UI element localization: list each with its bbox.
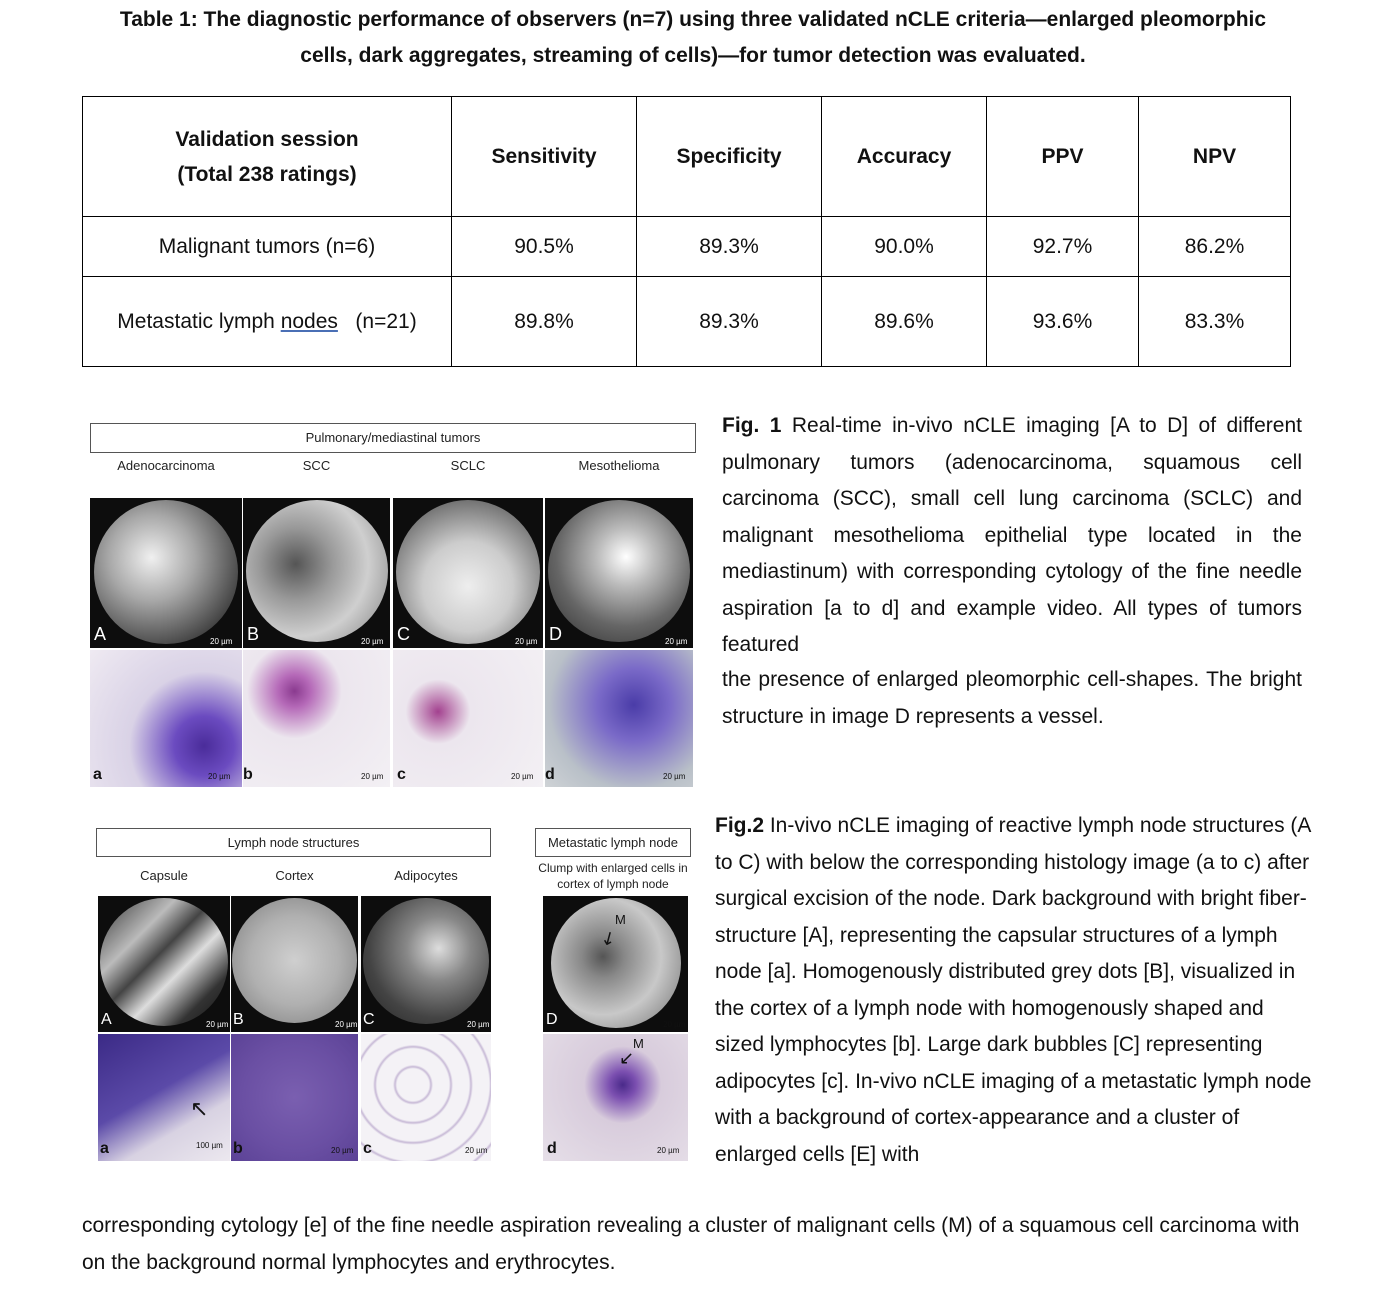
figure2-col-label: Cortex <box>275 868 314 883</box>
row-label-underlined: nodes <box>280 309 338 333</box>
row-label-pre: Metastatic lymph <box>117 309 281 333</box>
cell-ppv: 92.7% <box>987 217 1139 277</box>
histology-image-capsule <box>98 1034 230 1161</box>
scale-label: 20 µm <box>361 772 384 781</box>
nCLE-disc <box>100 898 228 1026</box>
cell-npv: 86.2% <box>1139 217 1291 277</box>
nCLE-image-sclc <box>393 498 543 648</box>
figure2-col-label: Capsule <box>140 868 188 883</box>
figure2-caption-label: Fig <box>715 814 747 837</box>
header-npv: NPV <box>1139 97 1291 217</box>
figure2-header-box-right: Metastatic lymph node <box>535 828 691 857</box>
cell-specificity: 89.3% <box>637 277 822 367</box>
scale-label: 20 µm <box>467 1020 490 1029</box>
malignant-marker: M <box>633 1036 644 1051</box>
scale-label: 20 µm <box>665 637 688 646</box>
nCLE-disc <box>363 898 489 1024</box>
arrow-icon: ↙ <box>596 925 620 951</box>
cell-npv: 83.3% <box>1139 277 1291 367</box>
nCLE-disc <box>548 500 690 642</box>
panel-letter: a <box>100 1140 109 1157</box>
row-label <box>83 277 452 367</box>
cytology-image-metastatic-node <box>543 1034 688 1161</box>
panel-letter: a <box>93 766 102 783</box>
cell-sensitivity: 90.5% <box>452 217 637 277</box>
cell-specificity: 89.3% <box>637 217 822 277</box>
figure2-caption-text: In-vivo nCLE imaging of reactive lymph node structures (A to C) with below the corresponding histology image (a to c) after surgical excision of the node. Dark background with bright fiber-structure [A], representing the capsular structures of a lymph node [a]. Homogenously distributed grey dots [B], visualized in the cortex of a lymph node with homogenously shaped and sized lymphocytes [b]. Large dark bubbles [C] representing adipocytes [c]. In-vivo nCLE imaging of a metastatic lymph node with a background of cortex-appearance and a cluster of enlarged cells [E] with <box>715 814 1312 1166</box>
panel-letter: b <box>243 766 253 783</box>
table-header-row <box>83 97 1291 217</box>
scale-label: 20 µm <box>210 637 233 646</box>
cytology-image-scc <box>243 650 390 787</box>
nCLE-image-mesothelioma <box>545 498 693 648</box>
nCLE-image-capsule <box>98 896 230 1032</box>
figure1-col-label: SCLC <box>450 458 486 473</box>
panel-letter: B <box>233 1011 244 1028</box>
figure1-col-label: SCC <box>302 458 331 473</box>
table-caption: Table 1: The diagnostic performance of observers (n=7) using three validated nCLE criteria—enlarged pleomorphic cells, dark aggregates, streaming of cells)—for tumor detection was evaluated. <box>119 8 1267 67</box>
scale-label: 20 µm <box>511 772 534 781</box>
panel-letter: C <box>397 624 410 644</box>
nCLE-disc <box>396 500 540 644</box>
figure2-col-label: Adipocytes <box>394 868 458 883</box>
cell-accuracy: 89.6% <box>822 277 987 367</box>
panel-letter: D <box>546 1011 558 1028</box>
figure1-caption <box>722 408 1302 664</box>
figure2-header-box-left: Lymph node structures <box>96 828 491 857</box>
panel-letter: d <box>547 1140 557 1157</box>
arrow-icon: ↖ <box>190 1096 209 1121</box>
nCLE-image-metastatic-node <box>543 896 688 1032</box>
panel-letter: D <box>549 624 562 644</box>
figure1-caption-label: Fig <box>722 414 754 437</box>
nCLE-image-cortex <box>231 896 358 1032</box>
scale-label: 100 µm <box>196 1141 223 1150</box>
scale-label: 20 µm <box>208 772 231 781</box>
panel-letter: c <box>397 766 406 783</box>
header-session-line1: Validation session <box>175 127 359 151</box>
figure1-col-label: Mesothelioma <box>578 458 660 473</box>
nCLE-disc <box>246 500 388 642</box>
histology-image-adipocytes <box>361 1034 491 1161</box>
scale-label: 20 µm <box>657 1146 680 1155</box>
header-validation-session <box>83 97 452 217</box>
scale-label: 20 µm <box>663 1020 686 1029</box>
nCLE-image-scc <box>243 498 390 648</box>
scale-label: 20 µm <box>515 637 538 646</box>
panel-letter: C <box>363 1011 375 1028</box>
panel-letter: b <box>233 1140 243 1157</box>
table-row <box>83 277 1291 367</box>
figure2-caption-number: .2 <box>746 814 765 837</box>
header-ppv: PPV <box>987 97 1139 217</box>
row-label-post: (n=21) <box>337 309 417 333</box>
figure1-col-label: Adenocarcinoma <box>117 458 215 473</box>
right-col-label-line2: cortex of lymph node <box>557 877 669 891</box>
cytology-image-mesothelioma <box>545 650 693 787</box>
results-table <box>82 96 1291 367</box>
panel-letter: A <box>101 1011 112 1028</box>
histology-image-cortex <box>231 1034 358 1161</box>
header-accuracy: Accuracy <box>822 97 987 217</box>
panel-letter: d <box>545 766 555 783</box>
arrow-icon: ↙ <box>619 1048 635 1068</box>
header-sensitivity: Sensitivity <box>452 97 637 217</box>
nCLE-image-adenocarcinoma <box>90 498 242 648</box>
figure1-header-box: Pulmonary/mediastinal tumors <box>90 423 696 453</box>
scale-label: 20 µm <box>663 772 686 781</box>
figure2-caption-tail: corresponding cytology [e] of the fine needle aspiration revealing a cluster of malignant cells (M) of a squamous cell carcinoma with on the background normal lymphocytes and erythrocytes. <box>82 1214 1300 1274</box>
cell-ppv: 93.6% <box>987 277 1139 367</box>
header-session-line2: (Total 238 ratings) <box>177 162 357 186</box>
table-row <box>83 217 1291 277</box>
figure2-caption <box>715 808 1315 1173</box>
malignant-marker: M <box>615 912 626 927</box>
panel-letter: A <box>94 624 107 644</box>
scale-label: 20 µm <box>361 637 384 646</box>
cell-sensitivity: 89.8% <box>452 277 637 367</box>
panel-letter: c <box>363 1140 372 1157</box>
scale-label: 20 µm <box>465 1146 488 1155</box>
scale-label: 20 µm <box>331 1146 354 1155</box>
figure1-caption-number: . 1 <box>753 414 782 437</box>
nCLE-image-adipocytes <box>361 896 491 1032</box>
header-specificity: Specificity <box>637 97 822 217</box>
figure2-right-col-label <box>535 860 691 892</box>
cytology-image-adenocarcinoma <box>90 650 242 787</box>
panel-letter: B <box>247 624 260 644</box>
figure1-caption-tail: the presence of enlarged pleomorphic cell-shapes. The bright structure in image D represents a vessel. <box>722 668 1302 728</box>
right-col-label-line1: Clump with enlarged cells in <box>538 861 688 875</box>
row-label: Malignant tumors (n=6) <box>83 217 452 277</box>
cell-accuracy: 90.0% <box>822 217 987 277</box>
nCLE-disc <box>94 500 238 644</box>
scale-label: 20 µm <box>335 1020 358 1029</box>
nCLE-disc <box>232 898 357 1023</box>
figure1-caption-text: Real-time in-vivo nCLE imaging [A to D] of different pulmonary tumors (adenocarcinoma, squamous cell carcinoma (SCC), small cell lung carcinoma (SCLC) and malignant mesothelioma epithelial type located in the mediastinum) with corresponding cytology of the fine needle aspiration [a to d] and example video. All types of tumors featured <box>722 414 1302 656</box>
cytology-image-sclc <box>393 650 543 787</box>
scale-label: 20 µm <box>206 1020 229 1029</box>
